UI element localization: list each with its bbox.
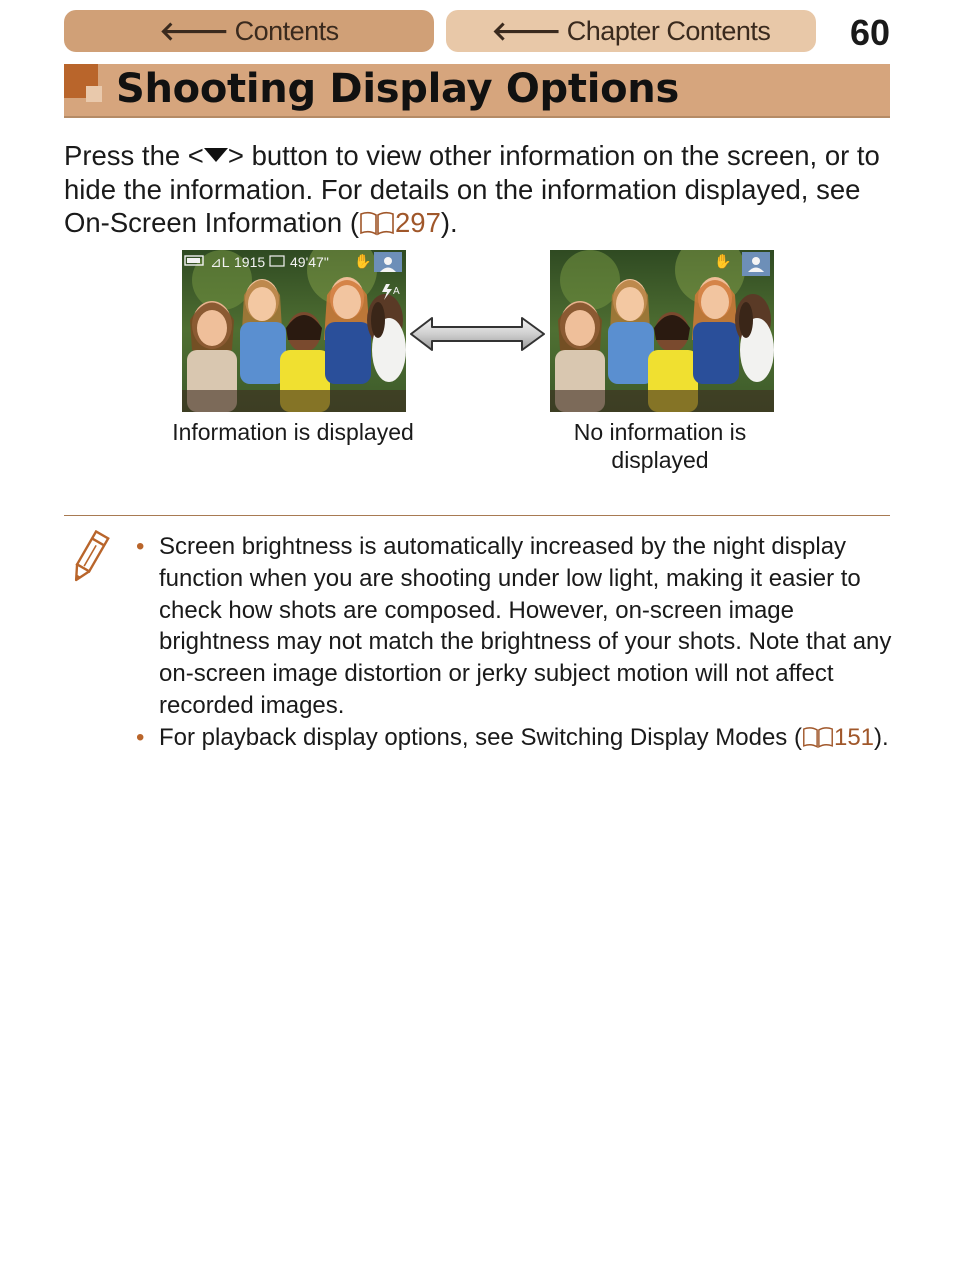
page-ref-link[interactable]: [802, 724, 874, 751]
flash-auto-icon: [380, 282, 402, 302]
intro-paragraph: [64, 139, 894, 240]
note-text: For playback display options, see Switching Display Modes (: [159, 723, 802, 751]
contents-button[interactable]: [64, 10, 434, 52]
shots-remaining: 1915: [234, 254, 266, 270]
book-icon: [802, 725, 834, 749]
intro-text-3: ).: [440, 207, 458, 238]
left-arrow-icon: 🡐: [159, 15, 229, 46]
title-marker-accent: [86, 86, 102, 102]
book-icon: [359, 210, 395, 236]
note-text: Screen brightness is automatically increased by the night display function when you are shooting under low light, making it easier to check how shots are composed. However, on-screen image brightness may not match the brightness of your shots. Note that any on-screen image distortion or jerky subject motion will not affect recorded images.: [159, 533, 892, 719]
page-title: Shooting Display Options: [116, 66, 679, 112]
note-text-end: ).: [874, 723, 889, 751]
photo-no-info-displayed: [550, 250, 774, 412]
bullet: •: [136, 533, 145, 560]
intro-text-2: > button to view other information on the screen, or to hide the information. For details on the information displayed, see On-Screen Information (: [64, 140, 880, 238]
svg-text:A: A: [393, 286, 400, 297]
divider: [64, 515, 890, 516]
contents-label: Contents: [234, 15, 339, 46]
list-item: [136, 531, 896, 722]
intro-text-1: Press the <: [64, 140, 204, 171]
double-arrow-icon: [408, 314, 548, 354]
camera-hud-minimal: [550, 250, 774, 278]
resolution-icon: ⊿L: [210, 254, 230, 270]
page-ref-number: 151: [833, 723, 875, 751]
section-title-bar: [64, 64, 890, 118]
left-arrow-icon: 🡐: [491, 15, 561, 46]
movie-icon: [270, 256, 284, 266]
chapter-contents-button[interactable]: [446, 10, 816, 52]
caption-info-displayed: Information is displayed: [172, 419, 414, 445]
photo-info-displayed: [182, 250, 406, 412]
page-number: 60: [849, 12, 890, 53]
page-ref-link[interactable]: [359, 207, 441, 238]
page-ref-number: 297: [394, 207, 441, 238]
notes-list: [136, 531, 896, 754]
stabilizer-icon: ✋: [714, 253, 732, 269]
caption-no-info-displayed: No information is displayed: [573, 419, 747, 473]
down-button-icon: [204, 148, 228, 162]
bullet: •: [136, 723, 145, 751]
list-item: [136, 722, 896, 754]
camera-hud-overlay: [182, 250, 406, 272]
pencil-note-icon: [68, 530, 112, 586]
family-photo-image: [182, 250, 406, 412]
recording-time: 49'47": [290, 254, 329, 270]
stabilizer-icon: ✋: [354, 253, 372, 269]
chapter-contents-label: Chapter Contents: [566, 15, 771, 46]
